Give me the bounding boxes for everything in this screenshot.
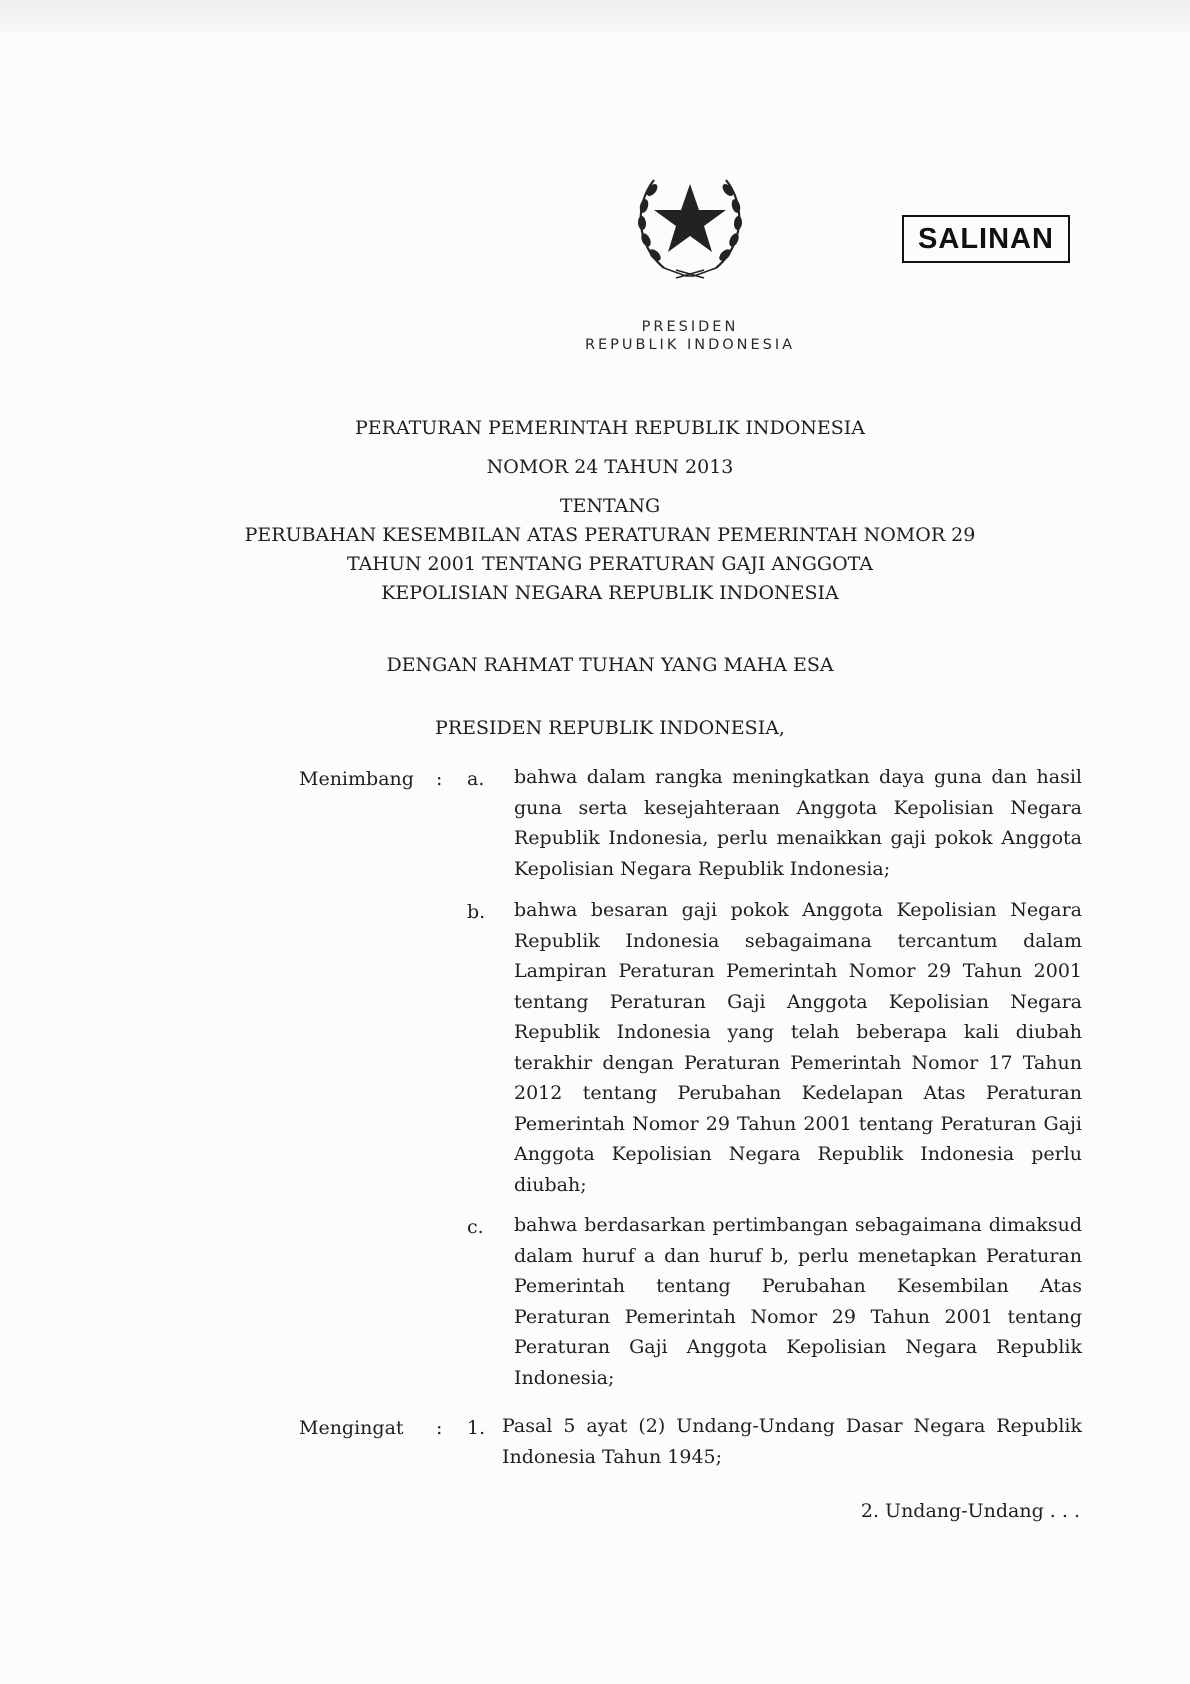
copy-stamp: SALINAN xyxy=(902,215,1070,263)
consideration-b: bahwa besaran gaji pokok Anggota Kepolisian Negara Republik Indonesia sebagaimana tercantum dalam Lampiran Peraturan Pemerintah Nomor 29 Tahun 2001 tentang Peraturan Gaji Anggota Kepolisian Negara Republik Indonesia yang telah beberapa kali diubah terakhir dengan Peraturan Pemerintah Nomor 17 Tahun 2012 tentang Perubahan Kedelapan Atas Peraturan Pemerintah Nomor 29 Tahun 2001 tentang Peraturan Gaji Anggota Kepolisian Negara Republik Indonesia perlu diubah; xyxy=(514,899,1082,1196)
reference-1-marker: 1. xyxy=(467,1417,486,1439)
state-emblem-icon xyxy=(620,150,760,290)
consideration-a-marker: a. xyxy=(467,768,485,790)
office-line-2: REPUBLIK INDONESIA xyxy=(584,337,796,353)
document-number: NOMOR 24 TAHUN 2013 xyxy=(486,456,734,478)
continuation-ref: 2. Undang-Undang . . . xyxy=(860,1500,1080,1522)
menimbang-colon: : xyxy=(436,768,443,790)
office-line-1: PRESIDEN xyxy=(641,319,739,335)
subject-line-2: TAHUN 2001 TENTANG PERATURAN GAJI ANGGOTA xyxy=(346,553,874,575)
reference-1: Pasal 5 ayat (2) Undang-Undang Dasar Negara Republik Indonesia Tahun 1945; xyxy=(502,1415,1082,1468)
consideration-c-marker: c. xyxy=(467,1216,484,1238)
consideration-b-marker: b. xyxy=(467,901,486,923)
invocation: DENGAN RAHMAT TUHAN YANG MAHA ESA xyxy=(386,654,834,676)
subject-heading: TENTANG xyxy=(559,495,661,517)
subject-line-1: PERUBAHAN KESEMBILAN ATAS PERATURAN PEMERINTAH NOMOR 29 xyxy=(244,524,976,546)
consideration-a: bahwa dalam rangka meningkatkan daya guna dan hasil guna serta kesejahteraan Anggota Kepolisian Negara Republik Indonesia, perlu menaikkan gaji pokok Anggota Kepolisian Negara Republik Indonesia; xyxy=(514,766,1082,880)
mengingat-label: Mengingat xyxy=(299,1417,404,1439)
office-header xyxy=(540,318,840,354)
document-type: PERATURAN PEMERINTAH REPUBLIK INDONESIA xyxy=(354,417,866,439)
scan-shadow xyxy=(0,0,1190,40)
mengingat-colon: : xyxy=(436,1417,443,1439)
president-title: PRESIDEN REPUBLIK INDONESIA, xyxy=(435,717,785,739)
consideration-c: bahwa berdasarkan pertimbangan sebagaimana dimaksud dalam huruf a dan huruf b, perlu menetapkan Peraturan Pemerintah tentang Perubahan Kesembilan Atas Peraturan Pemerintah Nomor 29 Tahun 2001 tentang Peraturan Gaji Anggota Kepolisian Negara Republik Indonesia; xyxy=(514,1214,1082,1389)
menimbang-label: Menimbang xyxy=(299,768,414,790)
subject-line-3: KEPOLISIAN NEGARA REPUBLIK INDONESIA xyxy=(381,582,839,604)
